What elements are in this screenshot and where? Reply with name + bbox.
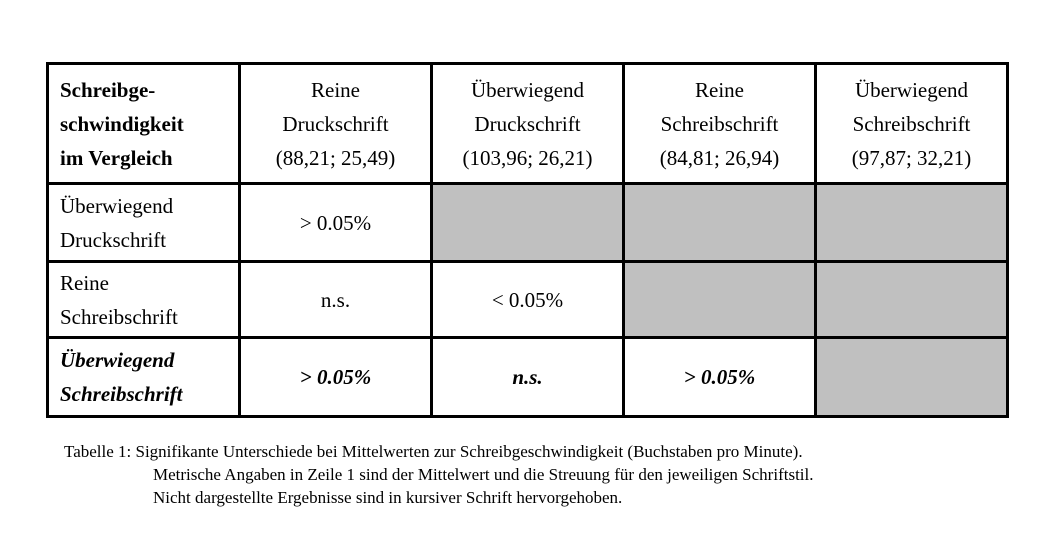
column-header-reine-schreibschrift: Reine Schreibschrift (84,81; 26,94) [624,64,816,184]
table-cell: n.s. [432,338,624,417]
table-row [48,338,1008,417]
table-cell: n.s. [240,262,432,338]
header-row [48,64,1008,184]
shaded-cell [816,262,1008,338]
corner-header: Schreibge- schwindigkeit im Vergleich [48,64,240,184]
caption-line: Nicht dargestellte Ergebnisse sind in kursiver Schrift hervorgehoben. [153,488,623,507]
table-caption [64,440,1044,509]
table-row [48,262,1008,338]
row-label-ueberwiegend-schreibschrift: Überwiegend Schreibschrift [48,338,240,417]
column-header-ueberwiegend-schreibschrift: Überwiegend Schreibschrift (97,87; 32,21) [816,64,1008,184]
table-row [48,184,1008,262]
shaded-cell [816,338,1008,417]
shaded-cell [432,184,624,262]
column-header-ueberwiegend-druckschrift: Überwiegend Druckschrift (103,96; 26,21) [432,64,624,184]
shaded-cell [624,184,816,262]
table-cell: > 0.05% [240,184,432,262]
shaded-cell [624,262,816,338]
caption-line: Tabelle 1: Signifikante Unterschiede bei Mittelwerten zur Schreibgeschwindigkeit (Buchstaben pro Minute). [64,442,803,461]
row-label-reine-schreibschrift: Reine Schreibschrift [48,262,240,338]
row-label-ueberwiegend-druckschrift: Überwiegend Druckschrift [48,184,240,262]
table-cell: > 0.05% [240,338,432,417]
column-header-reine-druckschrift: Reine Druckschrift (88,21; 25,49) [240,64,432,184]
shaded-cell [816,184,1008,262]
caption-line: Metrische Angaben in Zeile 1 sind der Mittelwert und die Streuung für den jeweiligen Schriftstil. [153,465,814,484]
table-cell: > 0.05% [624,338,816,417]
results-table [46,62,1009,418]
table-cell: < 0.05% [432,262,624,338]
